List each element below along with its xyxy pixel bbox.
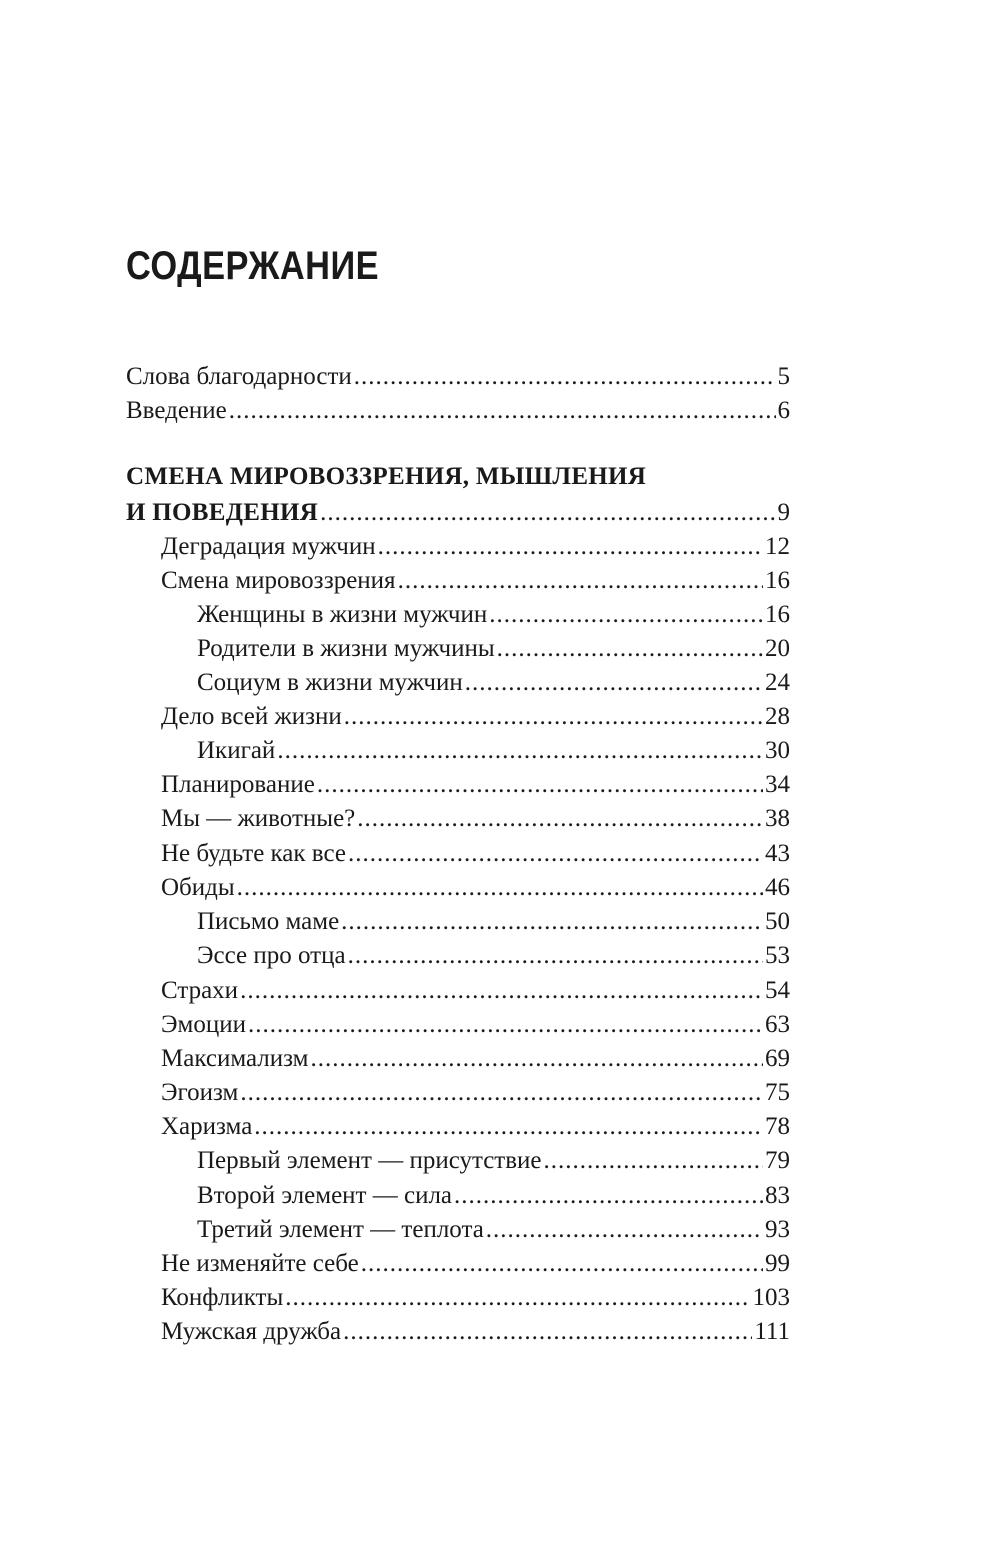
toc-entry-page: 75 [765,1079,790,1106]
dot-leader [486,1213,763,1247]
dot-leader [240,974,763,1008]
toc-entry-page: 103 [752,1284,790,1311]
toc-entry-label: Смена мировоззрения [161,567,396,594]
toc-entry-page: 5 [777,363,790,390]
toc-subentry[interactable] [197,1144,790,1178]
toc-entry-label: Харизма [161,1113,253,1140]
toc-entry-label: Не изменяйте себе [161,1250,359,1277]
toc-entry-page: 63 [765,1011,790,1038]
toc-entry-label: Слова благодарности [126,363,352,390]
dot-leader [285,1281,750,1315]
toc-entry-page: 9 [777,499,790,526]
toc-entry-page: 34 [765,771,790,798]
dot-leader [248,1008,763,1042]
dot-leader [497,632,763,666]
toc-entry-page: 93 [765,1216,790,1243]
toc-entry-label: Эссе про отца [197,942,346,969]
toc-entry-label: Родители в жизни мужчины [197,635,495,662]
dot-leader [229,394,776,428]
toc-part-heading[interactable] [126,496,790,530]
toc-entry-page: 20 [765,635,790,662]
toc-subentry[interactable] [197,666,790,700]
toc-entry[interactable] [161,871,790,905]
toc-subentry[interactable] [197,939,790,973]
toc-entry-page: 53 [765,942,790,969]
dot-leader [237,871,763,905]
toc-entry-page: 54 [765,977,790,1004]
part-heading-line1[interactable]: СМЕНА МИРОВОЗЗРЕНИЯ, МЫШЛЕНИЯ [126,463,647,490]
dot-leader [254,1110,763,1144]
toc-entry[interactable] [161,1281,790,1315]
toc-entry-page: 30 [765,737,790,764]
toc-entry-label: Третий элемент — теплота [197,1216,484,1243]
dot-leader [348,837,763,871]
dot-leader [454,1179,763,1213]
toc-entry-label: Страхи [161,977,239,1004]
toc-entry-label: Не будьте как все [161,840,346,867]
dot-leader [317,768,763,802]
toc-entry-page: 12 [765,533,790,560]
toc-entry[interactable] [161,1110,790,1144]
toc-entry[interactable] [161,768,790,802]
dot-leader [354,360,776,394]
dot-leader [348,939,763,973]
dot-leader [311,1042,764,1076]
toc-entry-label: Эмоции [161,1011,246,1038]
toc-entry-label: Мужская дружба [161,1318,342,1345]
dot-leader [277,734,763,768]
toc-entry-label: Мы — животные? [161,805,356,832]
toc-subentry[interactable] [197,598,790,632]
toc-entry-page: 79 [765,1147,790,1174]
toc-entry-page: 38 [765,805,790,832]
toc-entry-page: 69 [765,1045,790,1072]
toc-entry-acknowledgements[interactable] [126,360,790,394]
toc-subentry[interactable] [197,632,790,666]
toc-entry-page: 99 [765,1250,790,1277]
toc-entry-label: Эгоизм [161,1079,239,1106]
toc-subentry[interactable] [197,1179,790,1213]
dot-leader [240,1076,763,1110]
toc-entry-page: 43 [765,840,790,867]
dot-leader [398,564,763,598]
toc-subentry[interactable] [197,734,790,768]
toc-entry-page: 46 [765,874,790,901]
dot-leader [378,530,763,564]
toc-entry-page: 16 [765,567,790,594]
dot-leader [465,666,763,700]
toc-entry-label: Дело всей жизни [161,703,342,730]
toc-entry-label: Введение [126,397,227,424]
toc-entry-page: 28 [765,703,790,730]
toc-entry-page: 83 [765,1182,790,1209]
dot-leader [320,496,775,530]
toc-entry[interactable] [161,1008,790,1042]
toc-entry-label: Письмо маме [197,908,340,935]
toc-subentry[interactable] [197,1213,790,1247]
toc-entry-label: Максимализм [161,1045,309,1072]
toc-entry[interactable] [161,974,790,1008]
toc-subentry[interactable] [197,905,790,939]
dot-leader [341,905,763,939]
toc-entry[interactable] [161,1247,790,1281]
toc-entry-page: 24 [765,669,790,696]
toc-entry[interactable] [161,1076,790,1110]
toc-entry-page: 111 [754,1318,790,1345]
toc-entry-label: Социум в жизни мужчин [197,669,463,696]
dot-leader [544,1144,763,1178]
toc-entry[interactable] [161,700,790,734]
toc-entry[interactable] [161,802,790,836]
toc-entry-label: Обиды [161,874,235,901]
toc-entry-label: Икигай [197,737,276,764]
toc-entry-label: Второй элемент — сила [197,1182,453,1209]
dot-leader [343,1315,752,1349]
toc-entry-label: Деградация мужчин [161,533,376,560]
toc-entry[interactable] [161,837,790,871]
dot-leader [357,802,763,836]
toc-entry-page: 78 [765,1113,790,1140]
toc-entry[interactable] [161,530,790,564]
toc-entry-label: Первый элемент — присутствие [197,1147,542,1174]
toc-entry[interactable] [161,564,790,598]
toc-entry-introduction[interactable] [126,394,790,428]
toc-entry-page: 16 [765,601,790,628]
toc-entry[interactable] [161,1042,790,1076]
toc-title: СОДЕРЖАНИЕ [126,244,379,288]
dot-leader [344,700,763,734]
dot-leader [361,1247,763,1281]
toc-entry-label: Женщины в жизни мужчин [197,601,488,628]
dot-leader [489,598,763,632]
part-heading-line2: И ПОВЕДЕНИЯ [126,499,319,526]
toc-entry[interactable] [161,1315,790,1349]
toc-entry-label: Конфликты [161,1284,284,1311]
toc-entry-label: Планирование [161,771,315,798]
toc-entry-page: 6 [777,397,790,424]
toc-entry-page: 50 [765,908,790,935]
